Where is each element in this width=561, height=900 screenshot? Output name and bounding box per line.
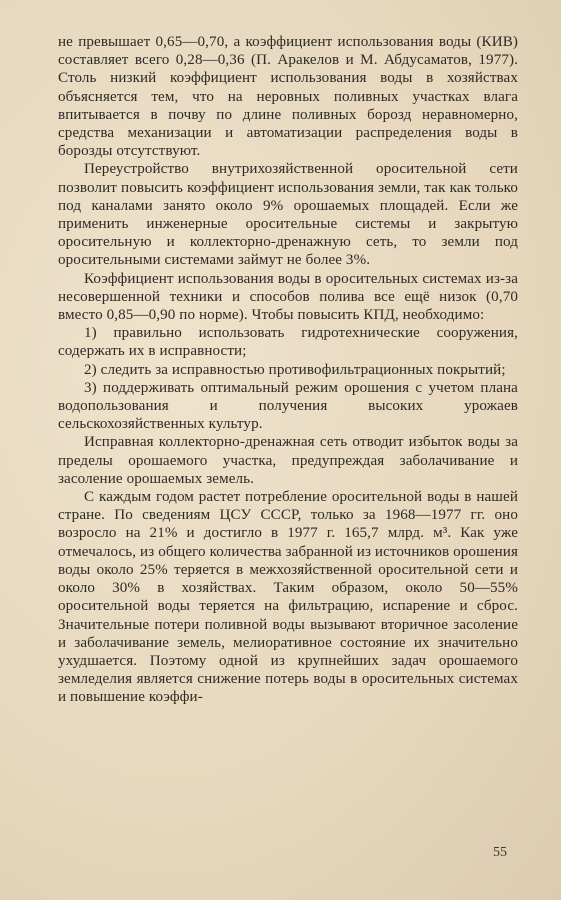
paragraph-drainage: Исправная коллекторно-дренажная сеть отводит избыток воды за пределы орошаемого участка, предупреждая заболачивание и засоление орошаемых земель. bbox=[58, 434, 518, 487]
paragraph-continuation: не превышает 0,65—0,70, а коэффициент использования воды (КИВ) составляет всего 0,28—0,36 (П. Аракелов и М. Абдусаматов, 1977). Столь низкий коэффициент использования воды в хозяйствах объясняется тем, что на неровных поливных участках влага впитывается в почву по длине поливных борозд неравномерно, средства механизации и автоматизации распределения воды в борозды отсутствуют. bbox=[58, 34, 518, 160]
list-item-2: 2) следить за исправностью противофильтрационных покрытий; bbox=[84, 361, 506, 378]
page-number: 55 bbox=[493, 845, 507, 860]
body-text bbox=[58, 33, 518, 707]
paragraph-efficiency: Коэффициент использования воды в оросительных системах из-за несовершенной техники и способов полива все ещё низок (0,70 вместо 0,85—0,90 по норме). Чтобы повысить КПД, необходимо: bbox=[58, 270, 518, 324]
paragraph-restructuring: Переустройство внутрихозяйственной оросительной сети позволит повысить коэффициент использования земли, так как только под каналами занято около 9% орошаемых площадей. Если же применить инженерные оросительные системы и закрытую оросительную и коллекторно-дренажную сеть, то земли под оросительными системами займут не более 3%. bbox=[58, 161, 518, 269]
list-item-1: 1) правильно использовать гидротехнические сооружения, содержать их в исправности; bbox=[58, 325, 518, 360]
list-item-3: 3) поддерживать оптимальный режим орошения с учетом плана водопользования и получения высоких урожаев сельскохозяйственных культур. bbox=[58, 379, 518, 433]
paragraph-consumption: С каждым годом растет потребление оросительной воды в нашей стране. По сведениям ЦСУ СССР, только за 1968—1977 гг. оно возросло на 21% и достигло в 1977 г. 165,7 млрд. м³. Как уже отмечалось, из общего количества забранной из источников орошения воды около 25% теряется в межхозяйственной оросительной сети и около 30% в хозяйствах. Таким образом, около 50—55% оросительной воды теряется на фильтрацию, испарение и сброс. Значительные потери поливной воды вызывают вторичное засоление и заболачивание земель, мелиоративное состояние их значительно ухудшается. Поэтому одной из крупнейших задач орошаемого земледелия является снижение потерь воды в оросительных системах и повышение коэффи- bbox=[58, 489, 518, 706]
